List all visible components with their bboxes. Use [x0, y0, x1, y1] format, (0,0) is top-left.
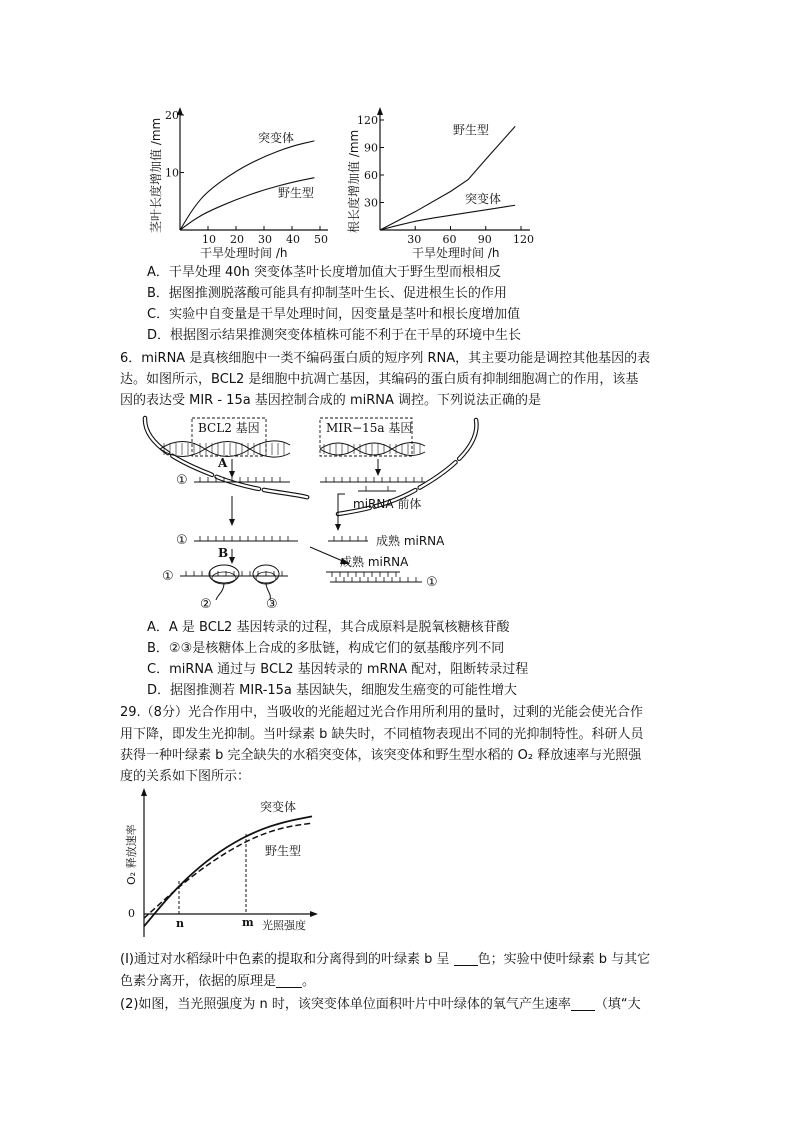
mir15a-gene — [320, 418, 425, 456]
stem-xtick-label: 30 — [258, 233, 272, 246]
mir15a-gene-label: MIR−15a 基因 — [326, 421, 413, 435]
q29-sub2-line: (2)如图，当光照强度为 n 时，该突变体单位面积叶片中叶绿体的氧气产生速率 （填“大 — [120, 997, 641, 1012]
peptide-mark-2: ② — [200, 597, 212, 612]
stem-ylabel: 茎叶长度增加值 /mm — [149, 117, 163, 233]
root-mutant-label: 突变体 — [465, 192, 502, 206]
root-ytick-label: 60 — [364, 169, 378, 182]
o2-mutant-label: 突变体 — [260, 800, 297, 814]
answer-blank-color[interactable] — [454, 951, 478, 966]
root-xtick-label: 60 — [442, 233, 457, 246]
root-xtick-label: 90 — [477, 233, 492, 246]
stem-ytick-label: 10 — [165, 166, 179, 180]
stem-wild-label: 野生型 — [278, 186, 315, 200]
q29-stem-line-3: 获得一种叶绿素 b 完全缺失的水稻突变体，该突变体和野生型水稻的 O₂ 释放速率与光照强 — [120, 748, 642, 763]
stem-xlabel: 干旱处理时间 /h — [200, 246, 288, 260]
root-xlabel: 干旱处理时间 /h — [412, 246, 500, 260]
o2-mutant-line — [144, 816, 312, 926]
stem-xtick-label: 50 — [314, 233, 328, 246]
q6-stem-line-1: 6．miRNA 是真核细胞中一类不编码蛋白质的短序列 RNA，其主要功能是调控其他基因的表 — [120, 351, 651, 366]
q5-charts — [140, 95, 550, 265]
mature-mirna-label-2: 成熟 miRNA — [340, 555, 409, 569]
stem-mutant-label: 突变体 — [258, 131, 295, 145]
peptide-mark-3: ③ — [266, 597, 278, 612]
q5-option-c: C．实验中自变量是干旱处理时间，因变量是茎叶和根长度增加值 — [147, 307, 521, 322]
o2-mark-m: m — [242, 916, 254, 929]
root-wild-label: 野生型 — [453, 123, 490, 137]
root-wild-line — [380, 126, 515, 230]
mrna-mark-1d: ① — [426, 575, 438, 590]
mrna-mark-1b: ① — [176, 533, 188, 548]
answer-blank-principle[interactable] — [276, 973, 302, 988]
q29-sub1-line-1: (I)通过对水稻绿叶中色素的提取和分离得到的叶绿素 b 呈 色；实验中使叶绿素 b 与其它 — [120, 952, 651, 967]
bcl2-gene — [160, 418, 290, 457]
process-b-label: B — [218, 546, 229, 560]
q6-stem-line-2: 达。如图所示，BCL2 是细胞中抗凋亡基因，其编码的蛋白质有抑制细胞凋亡的作用，该基 — [120, 372, 639, 387]
root-xtick-label: 120 — [513, 233, 534, 246]
q29-stem-line-2: 用下降，即发生光抑制。当叶绿素 b 缺失时，不同植物表现出不同的光抑制特性。科研人员 — [120, 727, 644, 742]
q6-stem-line-3: 因的表达受 MIR - 15a 基因控制合成的 miRNA 调控。下列说法正确的是 — [120, 393, 542, 408]
o2-wild-line — [144, 823, 312, 918]
bcl2-gene-label: BCL2 基因 — [198, 421, 260, 435]
process-a-label: A — [218, 456, 228, 470]
q6-option-c: C．miRNA 通过与 BCL2 基因转录的 mRNA 配对，阻断转录过程 — [147, 662, 529, 677]
q6-option-b: B．②③是核糖体上合成的多肽链，构成它们的氨基酸序列不同 — [147, 641, 505, 656]
answer-blank-rate[interactable] — [571, 996, 595, 1011]
mrna-mark-1c: ① — [162, 569, 174, 584]
q5-option-d: D．根据图示结果推测突变体植株可能不利于在干旱的环境中生长 — [147, 328, 522, 343]
o2-origin: 0 — [128, 907, 135, 920]
q6-option-d: D．据图推测若 MIR-15a 基因缺失，细胞发生癌变的可能性增大 — [147, 683, 518, 698]
o2-wild-label: 野生型 — [265, 844, 302, 858]
stem-ytick-label: 20 — [165, 109, 179, 122]
o2-ylabel: O₂ 释放速率 — [125, 824, 138, 885]
stem-xtick-label: 10 — [202, 233, 216, 246]
root-ylabel: 根长度增加值 /mm — [347, 129, 361, 233]
mirna-diagram — [140, 412, 490, 612]
o2-xlabel: 光照强度 — [262, 919, 306, 932]
o2-chart — [120, 785, 330, 945]
stem-xtick-label: 40 — [286, 233, 300, 246]
root-xtick-label: 30 — [407, 233, 422, 246]
q6-option-a: A．A 是 BCL2 基因转录的过程，其合成原料是脱氧核糖核苷酸 — [147, 620, 510, 635]
mature-mirna-label-1: 成熟 miRNA — [376, 534, 445, 548]
o2-mark-n: n — [176, 917, 184, 930]
q5-option-b: B．据图推测脱落酸可能具有抑制茎叶生长、促进根生长的作用 — [147, 286, 507, 301]
q5-option-a: A．干旱处理 40h 突变体茎叶长度增加值大于野生型而根相反 — [147, 265, 501, 280]
stem-chart — [148, 107, 328, 260]
mrna-mark-1: ① — [176, 473, 188, 488]
root-ytick-label: 90 — [364, 141, 378, 155]
q29-stem-line-4: 度的关系如下图所示： — [120, 769, 251, 784]
q29-stem-line-1: 29.（8分）光合作用中，当吸收的光能超过光合作用所利用的量时，过剩的光能会使光合作 — [120, 705, 643, 720]
stem-xtick-label: 20 — [230, 233, 244, 246]
root-ytick-label: 30 — [364, 196, 378, 210]
precursor-label: miRNA 前体 — [353, 497, 422, 511]
root-ytick-label: 120 — [357, 114, 378, 127]
root-mutant-line — [380, 205, 515, 230]
root-chart — [346, 107, 534, 260]
q29-sub1-line-2: 色素分离开，依据的原理是 。 — [120, 974, 316, 989]
